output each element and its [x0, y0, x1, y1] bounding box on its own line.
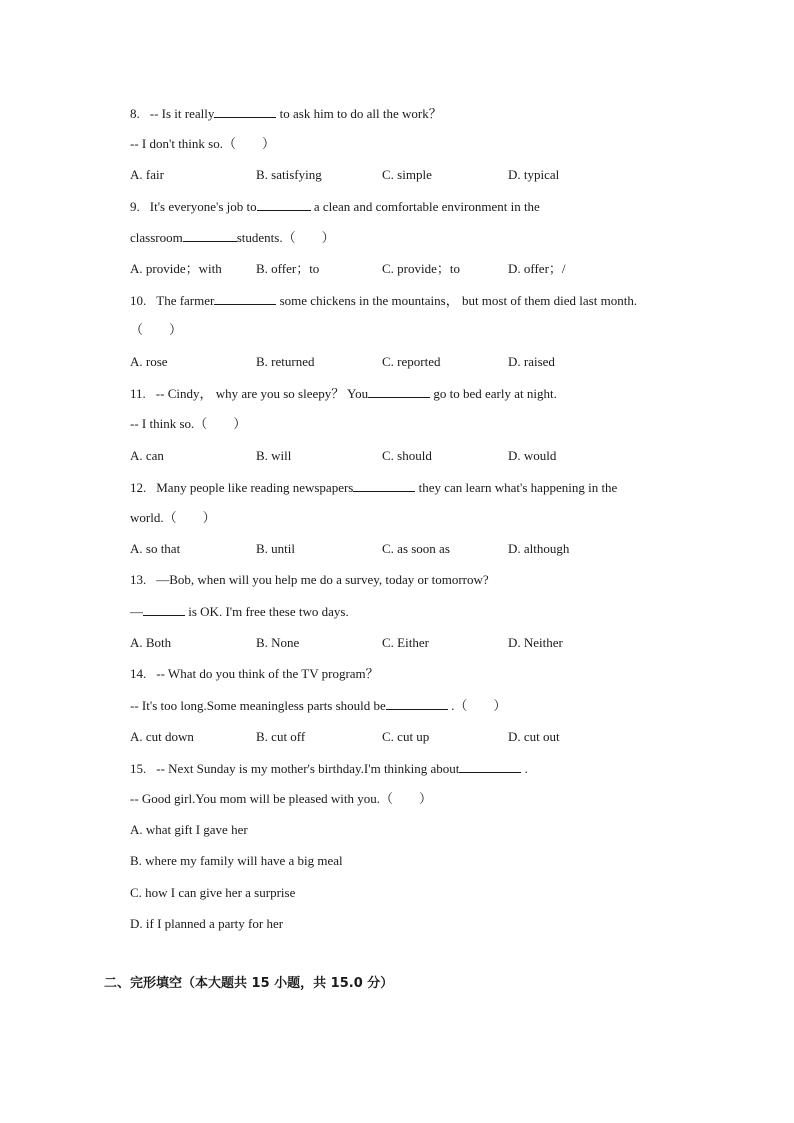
question-number: 9.	[130, 199, 140, 214]
answer-blank	[353, 479, 415, 492]
option-c: C. as soon as	[382, 541, 450, 556]
option-b: B. will	[256, 448, 292, 463]
question-15-stem: 15. -- Next Sunday is my mother's birthday.I'm thinking about .	[130, 761, 528, 776]
answer-blank	[368, 385, 430, 398]
option-d: D. would	[508, 448, 557, 463]
option-b: B. where my family will have a big meal	[130, 853, 343, 868]
question-14-stem: 14. -- What do you think of the TV program？	[130, 666, 379, 681]
question-number: 15.	[130, 761, 147, 776]
question-12-stem: 12. Many people like reading newspapers they can learn what's happening in the	[130, 480, 618, 495]
question-9-stem-cont: classroom students.（ ）	[130, 230, 335, 245]
answer-blank	[214, 292, 276, 305]
option-a: A. what gift I gave her	[130, 822, 248, 837]
answer-blank	[183, 229, 237, 242]
option-b: B. offer；to	[256, 261, 320, 276]
option-a: A. so that	[130, 541, 181, 556]
question-13-response: — is OK. I'm free these two days.	[130, 604, 349, 619]
question-11-stem: 11. -- Cindy， why are you so sleepy？ You go to bed early at night.	[130, 386, 557, 401]
question-number: 14.	[130, 666, 147, 681]
question-8-stem: 8. -- Is it really to ask him to do all the work？	[130, 106, 442, 121]
question-12-stem-cont: world.（ ）	[130, 510, 216, 525]
option-b: B. satisfying	[256, 167, 322, 182]
option-d: D. cut out	[508, 729, 560, 744]
option-d: D. offer；/	[508, 261, 566, 276]
question-15-response: -- Good girl.You mom will be pleased with you.（ ）	[130, 791, 432, 806]
option-c: C. how I can give her a surprise	[130, 885, 296, 900]
option-b: B. returned	[256, 354, 315, 369]
question-13-stem: 13. —Bob, when will you help me do a survey, today or tomorrow?	[130, 572, 489, 587]
option-d: D. Neither	[508, 635, 563, 650]
option-c: C. cut up	[382, 729, 430, 744]
question-9-stem: 9. It's everyone's job to a clean and comfortable environment in the	[130, 199, 540, 214]
answer-blank	[386, 697, 448, 710]
option-a: A. fair	[130, 167, 164, 182]
question-number: 12.	[130, 480, 147, 495]
option-d: D. if I planned a party for her	[130, 916, 284, 931]
answer-blank	[143, 603, 185, 616]
option-b: B. cut off	[256, 729, 306, 744]
option-d: D. although	[508, 541, 570, 556]
option-c: C. provide；to	[382, 261, 460, 276]
option-a: A. cut down	[130, 729, 194, 744]
option-a: A. provide；with	[130, 261, 222, 276]
option-c: C. simple	[382, 167, 432, 182]
option-c: C. should	[382, 448, 432, 463]
question-number: 11.	[130, 386, 146, 401]
question-number: 8.	[130, 106, 140, 121]
option-a: A. can	[130, 448, 164, 463]
option-d: D. raised	[508, 354, 555, 369]
question-number: 10.	[130, 293, 147, 308]
question-10-stem: 10. The farmer some chickens in the mountains， but most of them died last month.	[130, 293, 638, 308]
option-d: D. typical	[508, 167, 560, 182]
question-11-response: -- I think so.（ ）	[130, 416, 247, 431]
answer-blank	[214, 105, 276, 118]
option-b: B. until	[256, 541, 296, 556]
question-10-bracket: （ ）	[130, 322, 183, 337]
question-number: 13.	[130, 572, 147, 587]
option-a: A. Both	[130, 635, 172, 650]
section-heading: 二、完形填空（本大题共 15 小题，共 15.0 分）	[104, 976, 394, 991]
option-c: C. Either	[382, 635, 429, 650]
option-b: B. None	[256, 635, 300, 650]
option-c: C. reported	[382, 354, 441, 369]
option-a: A. rose	[130, 354, 168, 369]
question-8-response: -- I don't think so.（ ）	[130, 136, 275, 151]
answer-blank	[257, 198, 311, 211]
question-14-response: -- It's too long.Some meaningless parts should be .（ ）	[130, 698, 507, 713]
answer-blank	[459, 760, 521, 773]
